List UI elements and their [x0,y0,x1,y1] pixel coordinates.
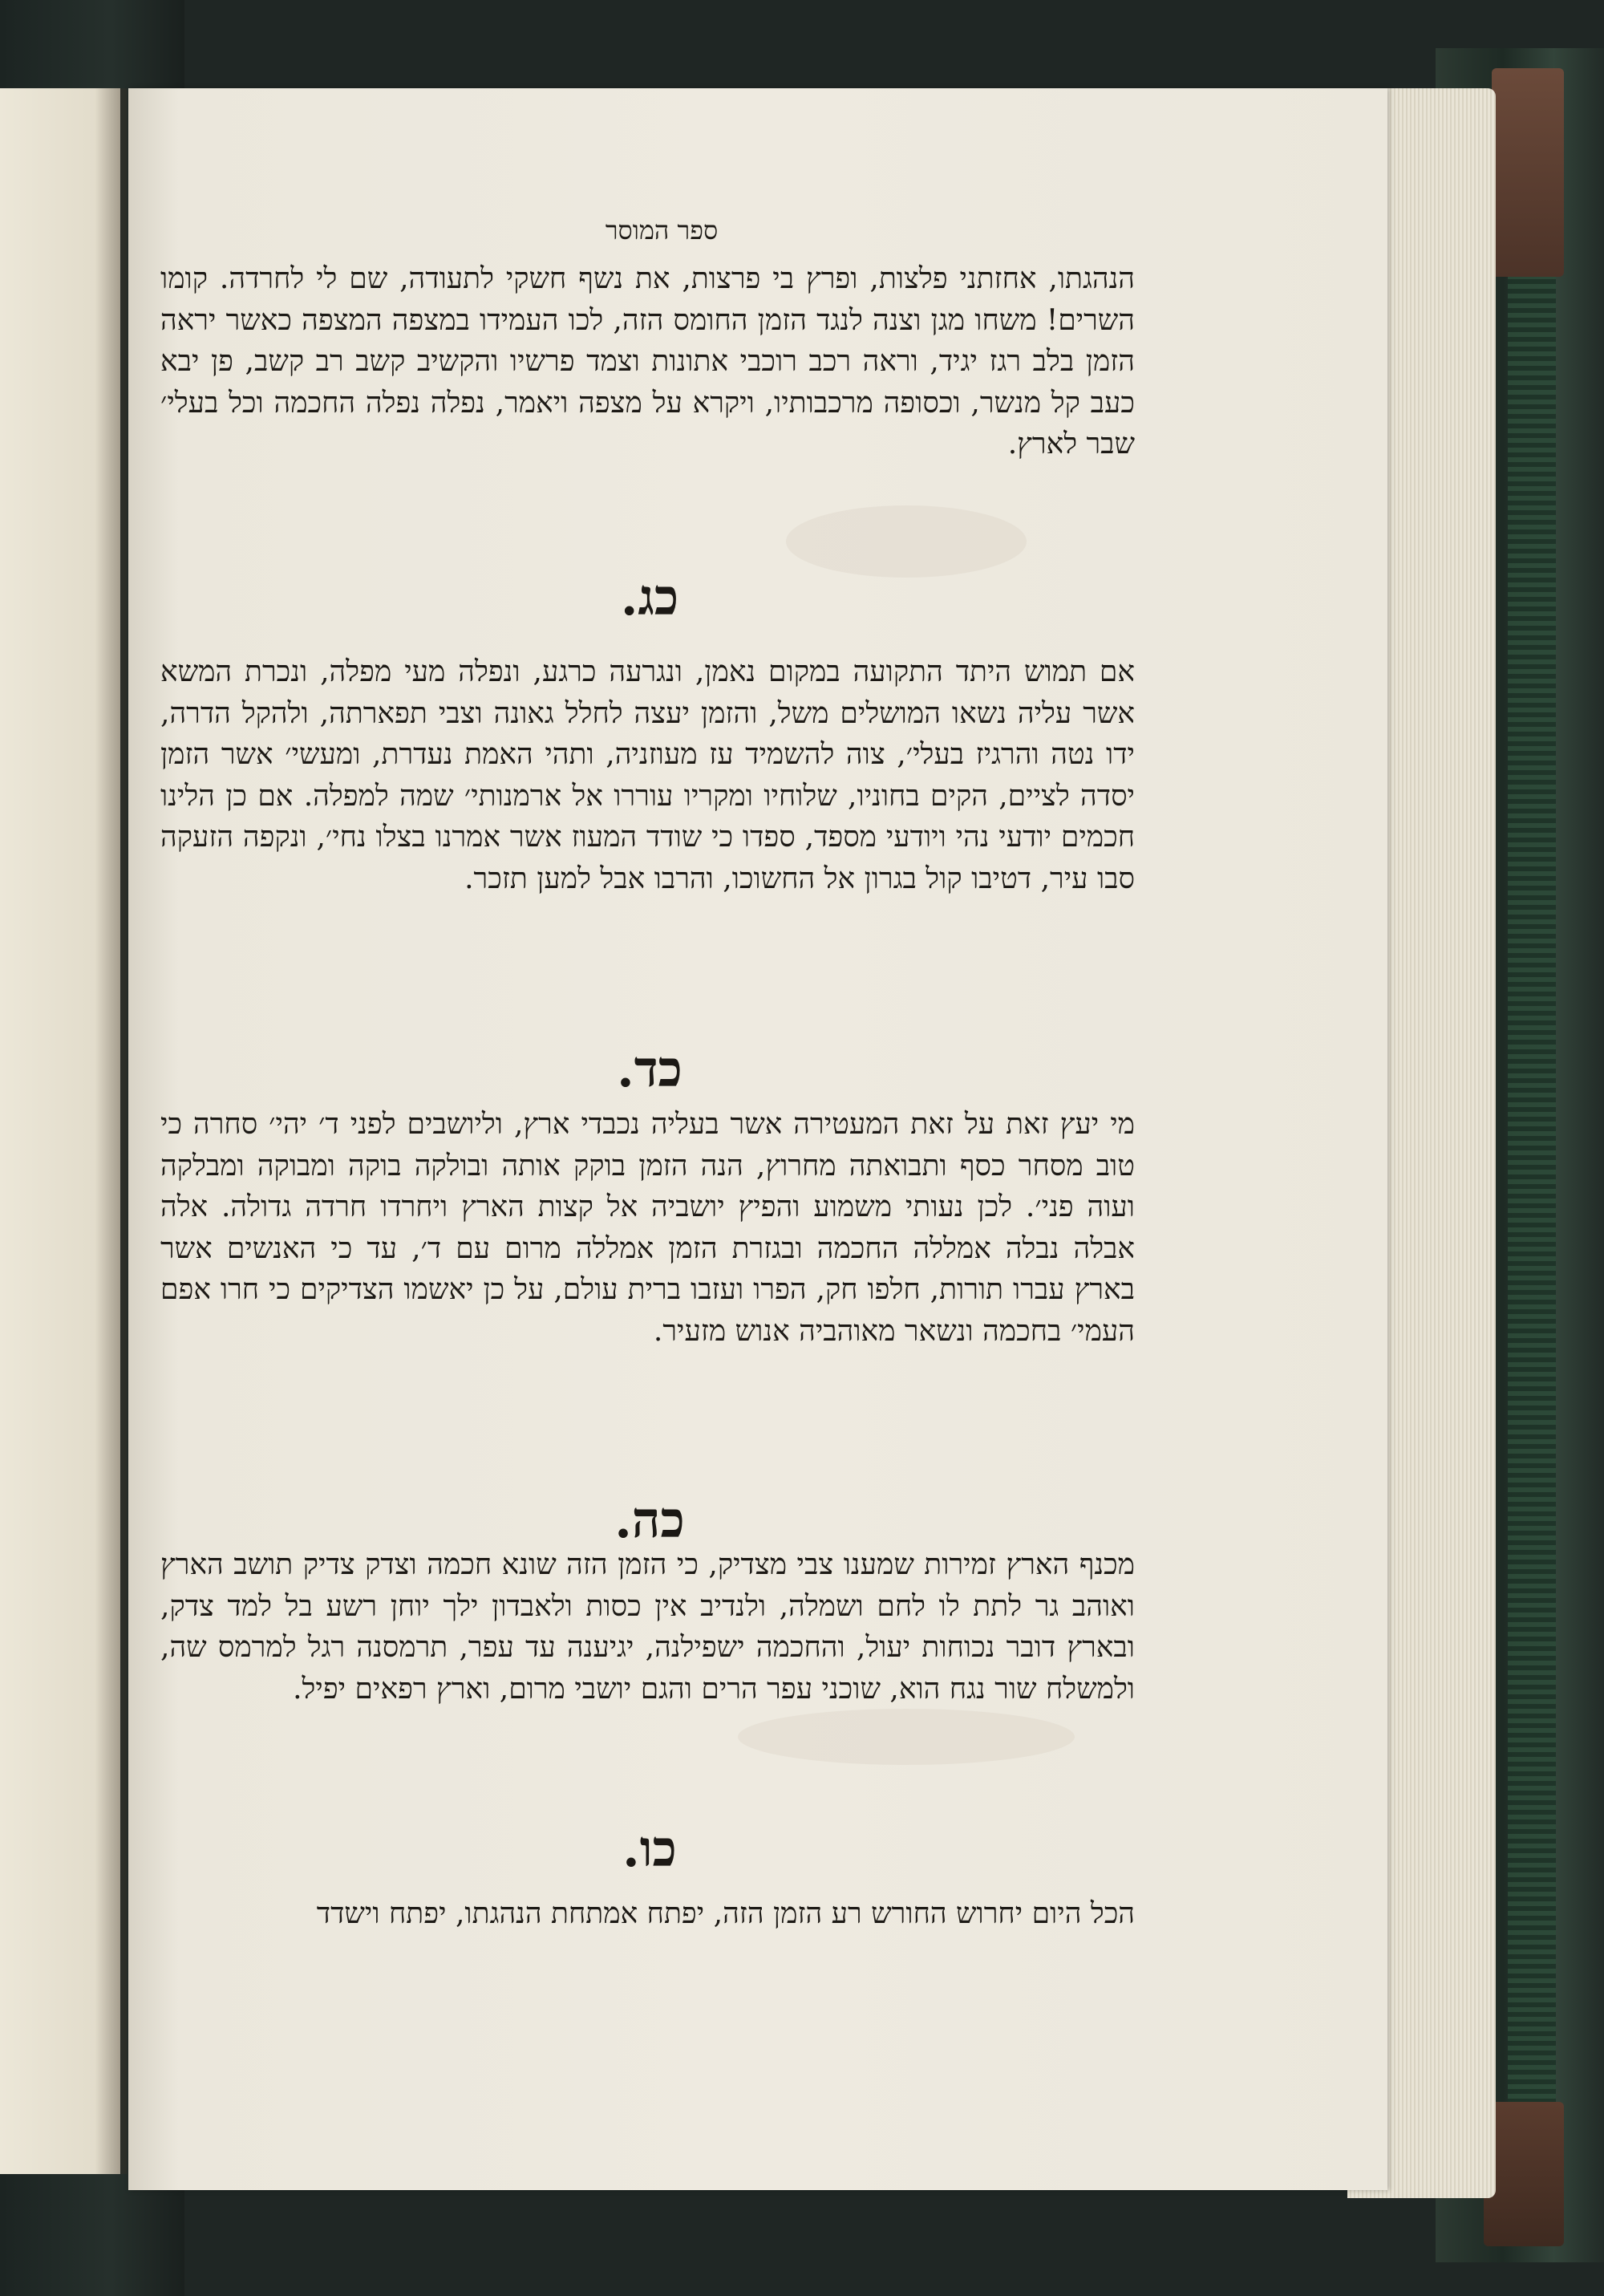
paragraph-text: אם תמוש היתד התקועה במקום נאמן, ונגרעה כרגע, ונפלה מעי מפלה, ונכרת המשא אשר עליה נשאו המושלים משל, והזמן יעצה לחלל גאונה וצבי תפארתה, ולהקל הדרה, ידו נטה והרגיז בעלי׳, צוה להשמיד עז מעוזניה, ותהי האמת נעדרת, ומעשי׳ אשר הזמן יסדה לציים, הקים בחוניו, שלוחיו ומקריו עוררו אל ארמנותי׳ שמה למפלה. אם כן הלינו חכמים יודעי נהי ויודעי מספד, ספדו כי שודד המעוז אשר אמרנו בצלו נחי׳, ונקפה הזעקה סבו עיר, דטיבו קול בגרון אל החשוכו, והרבו אבל למען תזכר. [160,655,1135,895]
section-text [160,651,1135,899]
cover-corner-bottom [1484,2102,1564,2246]
cover-cloth-edge [1508,72,1556,2238]
section-text [160,1544,1135,1710]
section-heading: כד. [617,1040,683,1098]
section-heading: כג. [620,568,679,627]
paper-stain [786,505,1027,578]
section-text [160,1104,1135,1352]
section-text [160,1893,1135,1935]
gutter-shadow [95,88,127,2174]
cover-corner-top [1492,68,1564,277]
paragraph-text: הכל היום יחרוש החורש רע הזמן הזה, יפתח אמתחת הנהגתו, יפתח וישדד [316,1897,1135,1930]
top-paragraph [160,258,1135,465]
running-head: ספר המוסר [605,215,719,245]
paragraph-text: הנהגתו, אחזתני פלצות, ופרץ בי פרצות, את נשף חשקי לתעודה, שם לי לחרדה. קומו השרים! משחו מגן וצנה לנגד הזמן החומס הזה, לכו העמידו במצפה המצפה כאשר יראה הזמן בלב רגז יגיד, וראה רכב רוכבי אתונות וצמד פרשיו והקשיב קשב רב קשב, פן יבא כעב קל מנשר, וכסופה מרכבותיו, ויקרא על מצפה ויאמר, נפלה נפלה החכמה וכל בעלי׳ שבר לארץ. [160,262,1136,460]
section-heading: כו. [622,1819,677,1878]
section-heading: כה. [614,1491,685,1549]
paper-stain [738,1709,1075,1765]
paragraph-text: מכנף הארץ זמירות שמענו צבי מצדיק, כי הזמן הזה שונא חכמה וצדק צדיק תושב הארץ ואוהב גר לתת לו לחם ושמלה, ולנדיב אין כסות ולאבדון ילך יוחן רשע בל למד צדק, ובארץ דובר נכוחות יעול, והחכמה ישפילנה, יגיענה עד עפר, תרמסנה רגל למרמס שה, ולמשלח שור נגח הוא, שוכני עפר הרים והגם יושבי מרום, וארץ רפאים יפיל. [160,1548,1135,1706]
paragraph-text: מי יעץ זאת על זאת המעטירה אשר בעליה נכבדי ארץ, וליושבים לפני ד׳ יהי׳ סחרה כי טוב מסחר כסף ותבואתה מחרוץ, הנה הזמן בוקק אותה ובולקה בוקה ומבוקה ומבלקה ועוה פני׳. לכן נעותי משמוע והפיץ יושביה אל קצות הארץ ויחרדו חרדה גדולה. אלה אבלה נבלה אמללה החכמה ובגזרת הזמן אמללה מרום עם ד׳, עד כי האנשים אשר בארץ עברו תורות, חלפו חק, הפרו ועזבו ברית עולם, על כן יאשמו הצדיקים כי חרו אפם העמי׳ בחכמה ונשאר מאוהביה אנוש מזעיר. [160,1108,1135,1348]
